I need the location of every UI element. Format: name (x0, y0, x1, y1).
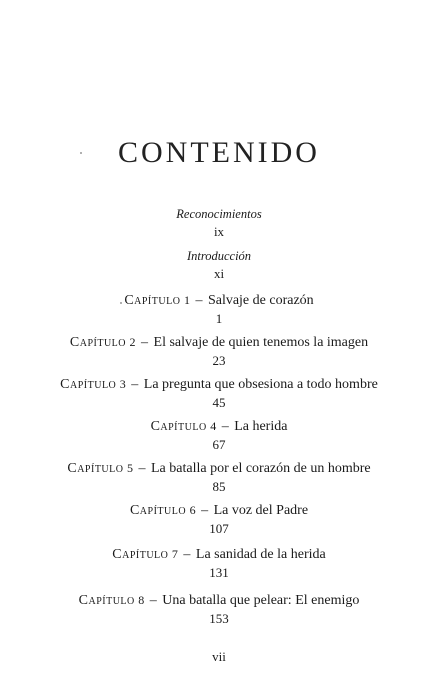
chapter-line (0, 591, 438, 610)
separator: – (183, 547, 191, 562)
chapter-label: Capítulo (60, 377, 117, 392)
chapter-line (0, 417, 438, 436)
chapter-number: 6 (189, 503, 196, 517)
chapter-number: 4 (210, 419, 217, 433)
chapter-label: Capítulo (78, 593, 135, 608)
chapter-number: 7 (171, 547, 178, 561)
chapter-title: La herida (234, 419, 288, 434)
separator: – (131, 377, 139, 392)
chapter-entry (0, 375, 438, 411)
chapter-title: La pregunta que obsesiona a todo hombre (143, 377, 378, 392)
chapter-title: La voz del Padre (213, 503, 309, 518)
chapter-line (0, 291, 438, 310)
entry-page-number: xi (213, 266, 225, 281)
chapter-entry (0, 333, 438, 369)
chapter-page-number: 107 (209, 521, 229, 536)
separator: – (195, 293, 203, 308)
chapter-line (0, 333, 438, 352)
separator: – (138, 461, 146, 476)
chapter-entry (0, 459, 438, 495)
chapter-number: 5 (127, 461, 133, 475)
separator: – (149, 593, 157, 608)
front-matter-entry (0, 247, 438, 282)
chapter-label: Capítulo (69, 335, 127, 350)
chapter-number: 1 (183, 293, 190, 307)
chapter-entry (0, 291, 438, 327)
chapter-label: Capítulo (112, 547, 169, 562)
chapter-line (0, 501, 438, 520)
separator: – (201, 503, 209, 518)
entry-title: Reconocimientos (176, 207, 262, 221)
chapter-line (0, 375, 438, 394)
chapter-entry (0, 591, 438, 627)
chapter-title: Una batalla que pelear: El enemigo (162, 593, 360, 608)
chapter-page-number: 153 (209, 611, 229, 626)
chapter-entry (0, 545, 438, 581)
chapter-title: El salvaje de quien tenemos la imagen (153, 335, 369, 350)
separator: – (141, 335, 149, 350)
chapter-page-number: 45 (212, 395, 226, 410)
chapter-entry (0, 501, 438, 537)
chapter-label: Capítulo (67, 461, 124, 476)
chapter-line (0, 459, 438, 478)
chapter-number: 2 (129, 335, 136, 349)
chapter-page-number: 85 (212, 479, 226, 494)
front-matter-entry (0, 205, 438, 240)
chapter-page-number: 1 (215, 311, 223, 326)
chapter-title: La sanidad de la herida (195, 547, 326, 562)
chapter-number: 3 (119, 377, 126, 391)
chapter-label: Capítulo (129, 503, 187, 518)
chapter-label: Capítulo (124, 293, 181, 308)
entry-title: Introducción (186, 249, 252, 263)
page-folio: vii (212, 649, 226, 664)
separator: – (221, 419, 229, 434)
chapter-page-number: 23 (212, 353, 226, 368)
chapter-entry (0, 417, 438, 453)
entry-page-number: ix (213, 224, 225, 239)
chapter-number: 8 (138, 593, 145, 607)
chapter-line (0, 545, 438, 564)
chapter-title: La batalla por el corazón de un hombre (151, 461, 371, 476)
contents-heading: CONTENIDO (118, 136, 320, 169)
chapter-page-number: 67 (212, 437, 226, 452)
chapter-label: Capítulo (150, 419, 207, 434)
chapter-page-number: 131 (209, 565, 229, 580)
chapter-title: Salvaje de corazón (207, 293, 314, 308)
